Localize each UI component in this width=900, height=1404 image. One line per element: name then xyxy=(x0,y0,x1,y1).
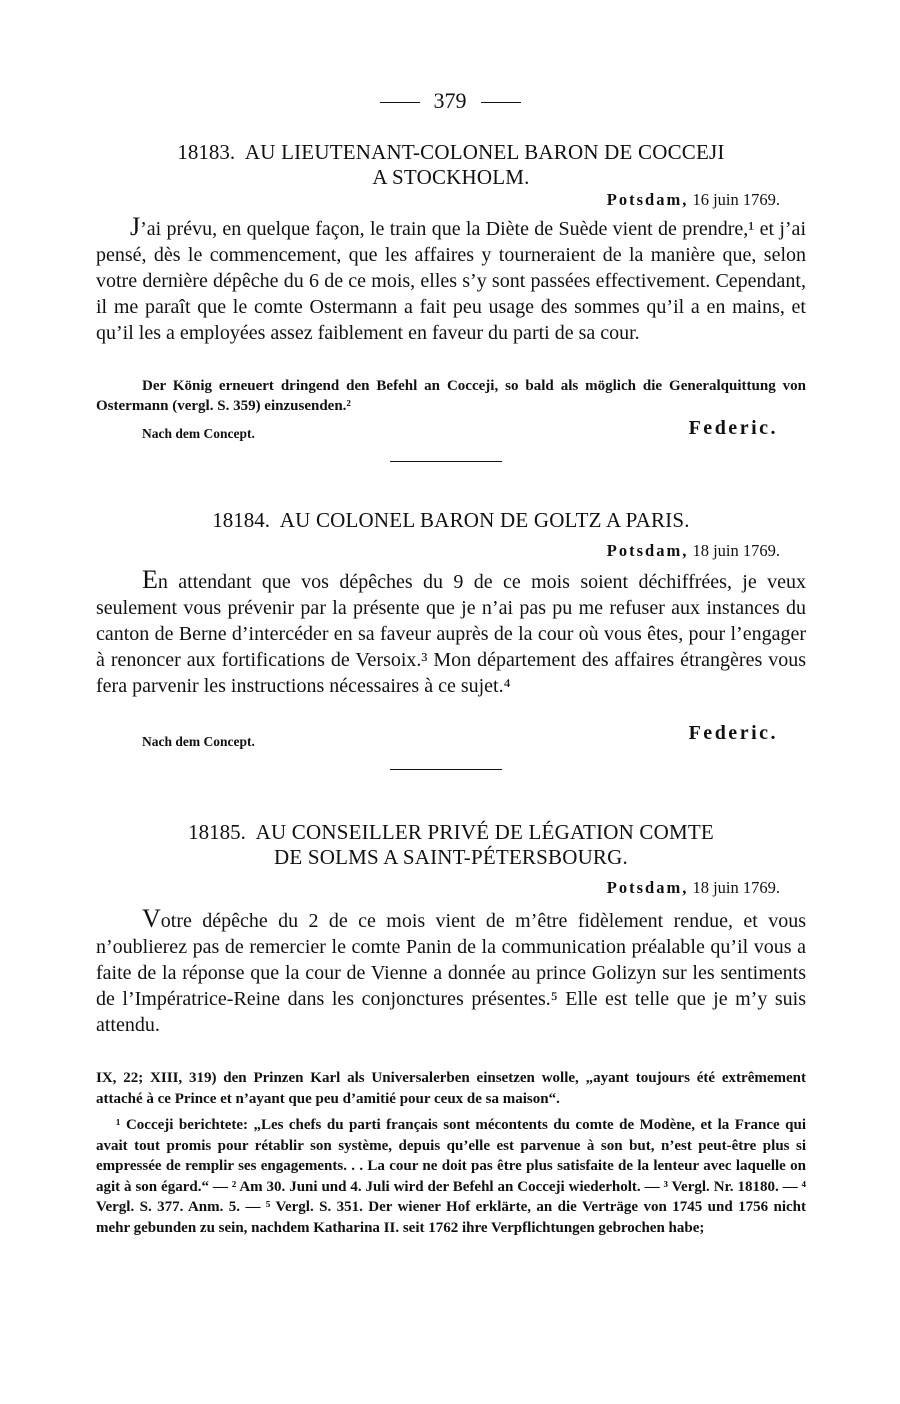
separator-rule xyxy=(390,769,502,770)
dateline-date: 18 juin 1769. xyxy=(692,878,780,897)
dateline-18184 xyxy=(607,541,780,561)
dateline-date: 18 juin 1769. xyxy=(692,541,780,560)
footnote-continuation: IX, 22; XIII, 319) den Prinzen Karl als Universalerben einsetzen wolle, „ayant toujours été extrêmement attaché à ce Prince et n’ayant que peu d’amitié pour ceux de sa maison“. xyxy=(96,1070,806,1107)
letter-heading-18183 xyxy=(96,140,806,190)
separator-rule xyxy=(390,461,502,462)
letter-number: 18185. xyxy=(188,820,246,844)
signature-18183: Federic. xyxy=(688,417,778,439)
dateline-place: Potsdam, xyxy=(606,190,689,209)
page-number-dash-left xyxy=(380,102,420,103)
letter-heading-18185 xyxy=(96,820,806,870)
letter-heading-18184 xyxy=(96,508,806,533)
source-note-18184: Nach dem Concept. xyxy=(142,734,255,749)
editorial-note-18183: Der König erneuert dringend den Befehl an Cocceji, so bald als möglich die Generalquittung von Ostermann (vergl. S. 359) einzusenden.² xyxy=(96,378,806,414)
initial-letter: J xyxy=(130,212,141,241)
letter-heading-line1 xyxy=(96,820,806,845)
dateline-18183 xyxy=(607,190,780,210)
dateline-18185 xyxy=(607,878,780,898)
initial-letter: V xyxy=(142,904,161,933)
letter-heading-text: AU LIEUTENANT-COLONEL BARON DE COCCEJI xyxy=(244,140,725,164)
letter-heading-text: AU CONSEILLER PRIVÉ DE LÉGATION COMTE xyxy=(255,820,714,844)
dateline-place: Potsdam, xyxy=(606,541,689,560)
page-number xyxy=(0,88,900,114)
letter-body-18185 xyxy=(96,906,806,1038)
signature-18184: Federic. xyxy=(688,722,778,744)
letter-heading-line1 xyxy=(96,140,806,165)
letter-body-18184 xyxy=(96,567,806,699)
letter-text: n attendant que vos dépêches du 9 de ce mois soient déchiffrées, je veux seulement vous prévenir par la présente que je n’ai pas pu me refuser aux instances du canton de Berne d’intercéder en sa faveur auprès de la cour où vous êtes, pour l’engager à renoncer aux fortifications de Versoix.³ Mon département des affaires étrangères vous fera parvenir les instructions nécessaires à ce sujet.⁴ xyxy=(96,571,806,697)
letter-number: 18184. xyxy=(212,508,271,532)
initial-letter: E xyxy=(142,565,158,594)
dateline-place: Potsdam, xyxy=(606,878,689,897)
page-number-dash-right xyxy=(481,102,521,103)
letter-body-18183 xyxy=(96,214,806,346)
letter-heading-line2: A STOCKHOLM. xyxy=(372,165,530,189)
letter-heading-line2: DE SOLMS A SAINT-PÉTERSBOURG. xyxy=(274,845,628,869)
dateline-date: 16 juin 1769. xyxy=(692,190,780,209)
footnotes xyxy=(96,1068,806,1238)
page-number-text: 379 xyxy=(433,88,467,113)
letter-text: otre dépêche du 2 de ce mois vient de m’être fidèlement rendue, et vous n’oublierez pas de remercier le comte Panin de la communication préalable qu’il vous a faite de la réponse que la cour de Vienne a donnée au prince Golizyn sur les sentiments de l’Impératrice-Reine dans les conjonctures présentes.⁵ Elle est telle que je m’y suis attendu. xyxy=(96,910,806,1036)
source-note-18183: Nach dem Concept. xyxy=(142,426,255,441)
footnote-list: ¹ Cocceji berichtete: „Les chefs du parti français sont mécontents du comte de Modène, et la France qui avait tout promis pour rétablir son système, depuis qu’elle est parvenue à son but, n’est peut-être plus si empressée de remplir ses engagements. . . La cour ne doit pas être plus satisfaite de la lenteur avec laquelle on agit à son égard.“ — ² Am 30. Juni und 4. Juli wird der Befehl an Cocceji wiederholt. — ³ Vergl. Nr. 18180. — ⁴ Vergl. S. 377. Anm. 5. — ⁵ Vergl. S. 351. Der wiener Hof erklärte, an die Verträge von 1745 und 1756 nicht mehr gebunden zu sein, nachdem Katharina II. seit 1762 ihre Verpflichtungen gebrochen habe; xyxy=(96,1117,806,1236)
letter-text: ’ai prévu, en quelque façon, le train que la Diète de Suède vient de prendre,¹ et j’ai pensé, dès le commencement, que les affaires y tourneraient de la manière que, selon votre dernière dépêche du 6 de ce mois, elles s’y sont passées effectivement. Cependant, il me paraît que le comte Ostermann a fait peu usage des sommes qu’il a en mains, et qu’il les a employées assez faiblement en faveur du parti de sa cour. xyxy=(96,218,806,344)
letter-heading-line1 xyxy=(96,508,806,533)
letter-heading-text: AU COLONEL BARON DE GOLTZ A PARIS. xyxy=(279,508,690,532)
letter-number: 18183. xyxy=(177,140,236,164)
